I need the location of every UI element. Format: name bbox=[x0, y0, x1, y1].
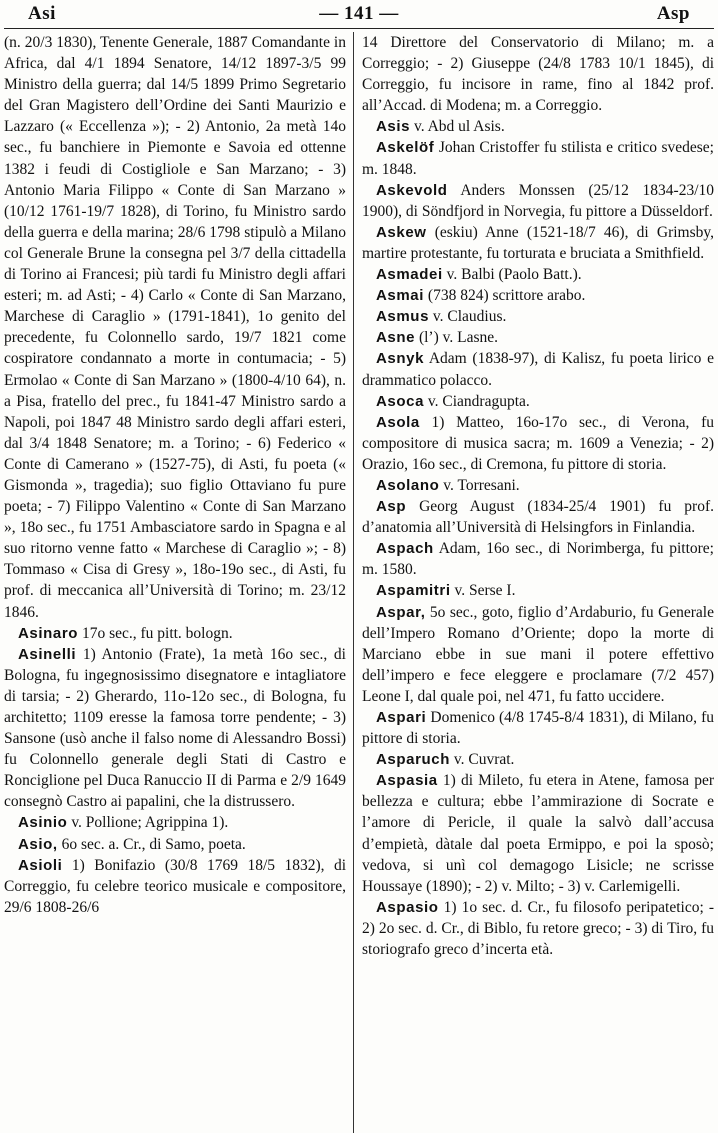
dictionary-entry bbox=[362, 475, 714, 496]
entry-headword: Aspari bbox=[376, 709, 427, 726]
entry-text: 1) Matteo, 16o-17o sec., di Verona, fu compositore di musica sacra; m. 1609 a Venezia; - 2) Orazio, 16o sec., di Cremona, fu pittore di storia. bbox=[362, 413, 714, 473]
dictionary-entry bbox=[362, 412, 714, 475]
entry-text: 5o sec., goto, figlio d’Ardaburio, fu Generale dell’Impero Romano d’Oriente; dopo la morte di Marciano ebbe in sue mani il potere effettivo dell’impero e fece eleggere e proclamare (7/2 457) Leone I, dal quale poi, nel 471, fu fatto uccidere. bbox=[362, 603, 714, 705]
entry-text: (l’) v. Lasne. bbox=[415, 329, 499, 347]
page-number: — 141 — bbox=[319, 3, 399, 24]
entry-headword: Aspasio bbox=[376, 898, 439, 916]
entry-headword: Asinelli bbox=[18, 645, 77, 663]
right-column bbox=[354, 32, 714, 1133]
header-left-guideword: Asi bbox=[28, 3, 56, 24]
dictionary-entry bbox=[362, 137, 714, 179]
dictionary-entry bbox=[362, 391, 714, 412]
page-header bbox=[4, 0, 714, 29]
two-column-body bbox=[4, 32, 714, 1133]
dictionary-entry bbox=[362, 580, 714, 601]
entry-text: v. Claudius. bbox=[429, 308, 507, 326]
entry-headword: Asp bbox=[376, 498, 407, 516]
entry-headword: Aspach bbox=[376, 540, 434, 558]
entry-headword: Askevold bbox=[376, 181, 448, 199]
entry-text: v. Abd ul Asis. bbox=[410, 118, 505, 136]
left-column bbox=[4, 32, 354, 1133]
dictionary-entry bbox=[362, 348, 714, 390]
dictionary-entry bbox=[4, 812, 346, 833]
entry-text: Adam (1838-97), di Kalisz, fu poeta lirico e drammatico polacco. bbox=[362, 350, 714, 389]
entry-text: (n. 20/3 1830), Tenente Generale, 1887 Comandante in Africa, dal 4/1 1894 Senatore, 14/12 1897-3/5 99 Ministro della guerra; dal 14/5 1899 Primo Segretario del Gran Magistero dell’Ordine dei Santi Maurizio e Lazzaro (« Eccellenza »); - 2) Antonio, 2a metà 14o sec., fu banchiere in Piemonte e Savoia ed ottenne 1382 i feudi di Costigliole e San Marzano; - 3) Antonio Maria Filippo « Conte di San Marzano » (10/12 1761-19/7 1828), di Torino, fu Ministro sardo della guerra e della marina; 28/6 1798 stipulò a Milano col Generale Brune la consegna pel 3/7 della cittadella di Torino ai Francesi; più tardi fu Ministro degli affari esteri; m. ad Asti; - 4) Carlo « Conte di San Marzano, Marchese di Caraglio » (1791-1841), 1o genito del precedente, fu Colonnello sardo, 19/7 1821 come cospiratore condannato a morte in contumacia; - 5) Ermolao « Conte di San Marzano » (1800-4/10 64), n. a Pisa, fratello del prec., fu 1841-47 Ministro sardo a Napoli, poi 1847 48 Ministro sardo degli affari esteri, dal 3/4 1848 Senatore; m. a Torino; - 6) Federico « Conte di Camerano » (1527-75), di Asti, fu poeta (« Gismonda », tragedia); suo figlio Ottaviano fu pure poeta; - 7) Filippo Valentino « Conte di San Marzano », 18o sec., fu 1751 Ambasciatore sardo in Spagna e al suo ritorno venne fatto « Marchese di Caraglio »; - 8) Tommaso « Cisa di Gresy », 18o-19o sec., di Asti, fu prof. di meccanica all’Università di Torino; m. 23/12 1846. bbox=[4, 34, 346, 621]
entry-headword: Asolano bbox=[376, 476, 440, 494]
entry-text: (eskiu) Anne (1521-18/7 46), di Grimsby, martire protestante, fu torturata e bruciata a Smithfield. bbox=[362, 223, 714, 262]
entry-text: v. Cuvrat. bbox=[450, 751, 515, 769]
dictionary-entry bbox=[362, 707, 714, 749]
entry-headword: Asis bbox=[376, 118, 411, 136]
entry-text: Domenico (4/8 1745-8/4 1831), di Milano, fu pittore di storia. bbox=[362, 709, 714, 748]
dictionary-entry bbox=[362, 749, 714, 770]
dictionary-entry bbox=[4, 644, 346, 813]
entry-headword: Asmai bbox=[376, 287, 425, 305]
entry-text: Adam, 16o sec., di Norimberga, fu pittore; m. 1580. bbox=[362, 540, 714, 579]
entry-text: 6o sec. a. Cr., di Samo, poeta. bbox=[57, 835, 246, 853]
dictionary-entry bbox=[4, 623, 346, 644]
dictionary-entry bbox=[4, 855, 346, 918]
entry-text: 14 Direttore del Conservatorio di Milano; m. a Correggio; - 2) Giuseppe (24/8 1783 10/1 1845), di Correggio, fu incisore in rame, fino al 1842 prof. all’Accad. di Modena; m. a Correggio. bbox=[362, 34, 714, 115]
dictionary-entry bbox=[362, 264, 714, 285]
entry-headword: Aspar, bbox=[376, 603, 426, 621]
header-right-guideword: Asp bbox=[656, 3, 690, 24]
entry-text: v. Pollione; Agrippina 1). bbox=[67, 814, 229, 832]
entry-text: (738 824) scrittore arabo. bbox=[424, 287, 586, 305]
entry-headword: Asola bbox=[376, 413, 420, 431]
dictionary-entry bbox=[362, 496, 714, 538]
dictionary-entry bbox=[4, 834, 346, 855]
entry-headword: Asmadei bbox=[376, 266, 443, 284]
dictionary-entry bbox=[362, 538, 714, 580]
dictionary-entry bbox=[362, 770, 714, 897]
entry-text: Johan Cristoffer fu stilista e critico svedese; m. 1848. bbox=[362, 139, 714, 178]
dictionary-entry bbox=[4, 32, 346, 623]
entry-text: 1) Antonio (Frate), 1a metà 16o sec., di Bologna, fu ingegnosissimo disegnatore e intagliatore di tarsia; - 2) Gherardo, 11o-12o sec., di Bologna, fu architetto; 1109 eresse la famosa torre pendente; - 3) Sansone (usò anche il falso nome di Alessandro Bossi) fu Colonnello generale degli Stati di Castro e Ronciglione pel Duca Ranuccio II di Parma e 2/9 1649 consegnò Castro ai papalini, che la distrussero. bbox=[4, 645, 346, 811]
entry-text: 1) di Mileto, fu etera in Atene, famosa per bellezza e cultura; ebbe l’ammirazione di Socrate e l’amore di Pericle, il quale la salvò dall’accusa d’empietà, dàtale dal poeta Ermippo, e poi la sposò; vedova, si unì col demagogo Lisicle; ne scrisse Houssaye (1890); - 2) v. Milto; - 3) v. Carlemigelli. bbox=[362, 772, 714, 895]
entry-text: 1) Bonifazio (30/8 1769 18/5 1832), di Correggio, fu celebre teorico musicale e compositore, 29/6 1808-26/6 bbox=[4, 856, 346, 916]
dictionary-entry bbox=[362, 897, 714, 960]
entry-headword: Asmus bbox=[376, 308, 430, 326]
entry-text: 17o sec., fu pitt. bologn. bbox=[78, 624, 233, 642]
dictionary-entry bbox=[362, 602, 714, 707]
dictionary-entry bbox=[362, 306, 714, 327]
entry-text: v. Torresani. bbox=[439, 476, 520, 494]
dictionary-entry bbox=[362, 285, 714, 306]
entry-headword: Aspasia bbox=[376, 772, 438, 790]
entry-text: v. Ciandragupta. bbox=[424, 392, 530, 410]
entry-headword: Asne bbox=[376, 329, 416, 347]
entry-headword: Asparuch bbox=[376, 751, 450, 769]
entry-text: Georg August (1834-25/4 1901) fu prof. d’anatomia all’Università di Helsingfors in Finlandia. bbox=[362, 498, 714, 537]
entry-headword: Asinaro bbox=[18, 624, 79, 642]
dictionary-entry bbox=[362, 180, 714, 222]
entry-headword: Asnyk bbox=[376, 350, 425, 368]
dictionary-entry bbox=[362, 222, 714, 264]
entry-headword: Aspamitri bbox=[376, 582, 451, 600]
dictionary-entry bbox=[362, 116, 714, 137]
dictionary-entry bbox=[362, 327, 714, 348]
entry-headword: Askelöf bbox=[376, 139, 435, 157]
entry-headword: Asio, bbox=[18, 835, 58, 853]
entry-text: v. Balbi (Paolo Batt.). bbox=[442, 266, 582, 284]
entry-headword: Asoca bbox=[376, 392, 425, 410]
dictionary-entry bbox=[362, 32, 714, 116]
entry-text: 1) 1o sec. d. Cr., fu filosofo peripatetico; - 2) 2o sec. d. Cr., di Biblo, fu retore greco; - 3) di Tiro, fu storiografo greco d’incerta età. bbox=[362, 898, 714, 959]
entry-text: v. Serse I. bbox=[450, 582, 516, 600]
entry-headword: Asioli bbox=[18, 856, 63, 874]
entry-headword: Askew bbox=[376, 223, 427, 241]
entry-headword: Asinio bbox=[18, 814, 68, 832]
entry-text: Anders Monssen (25/12 1834-23/10 1900), di Söndfjord in Norvegia, fu pittore a Düsseldorf. bbox=[362, 181, 714, 220]
